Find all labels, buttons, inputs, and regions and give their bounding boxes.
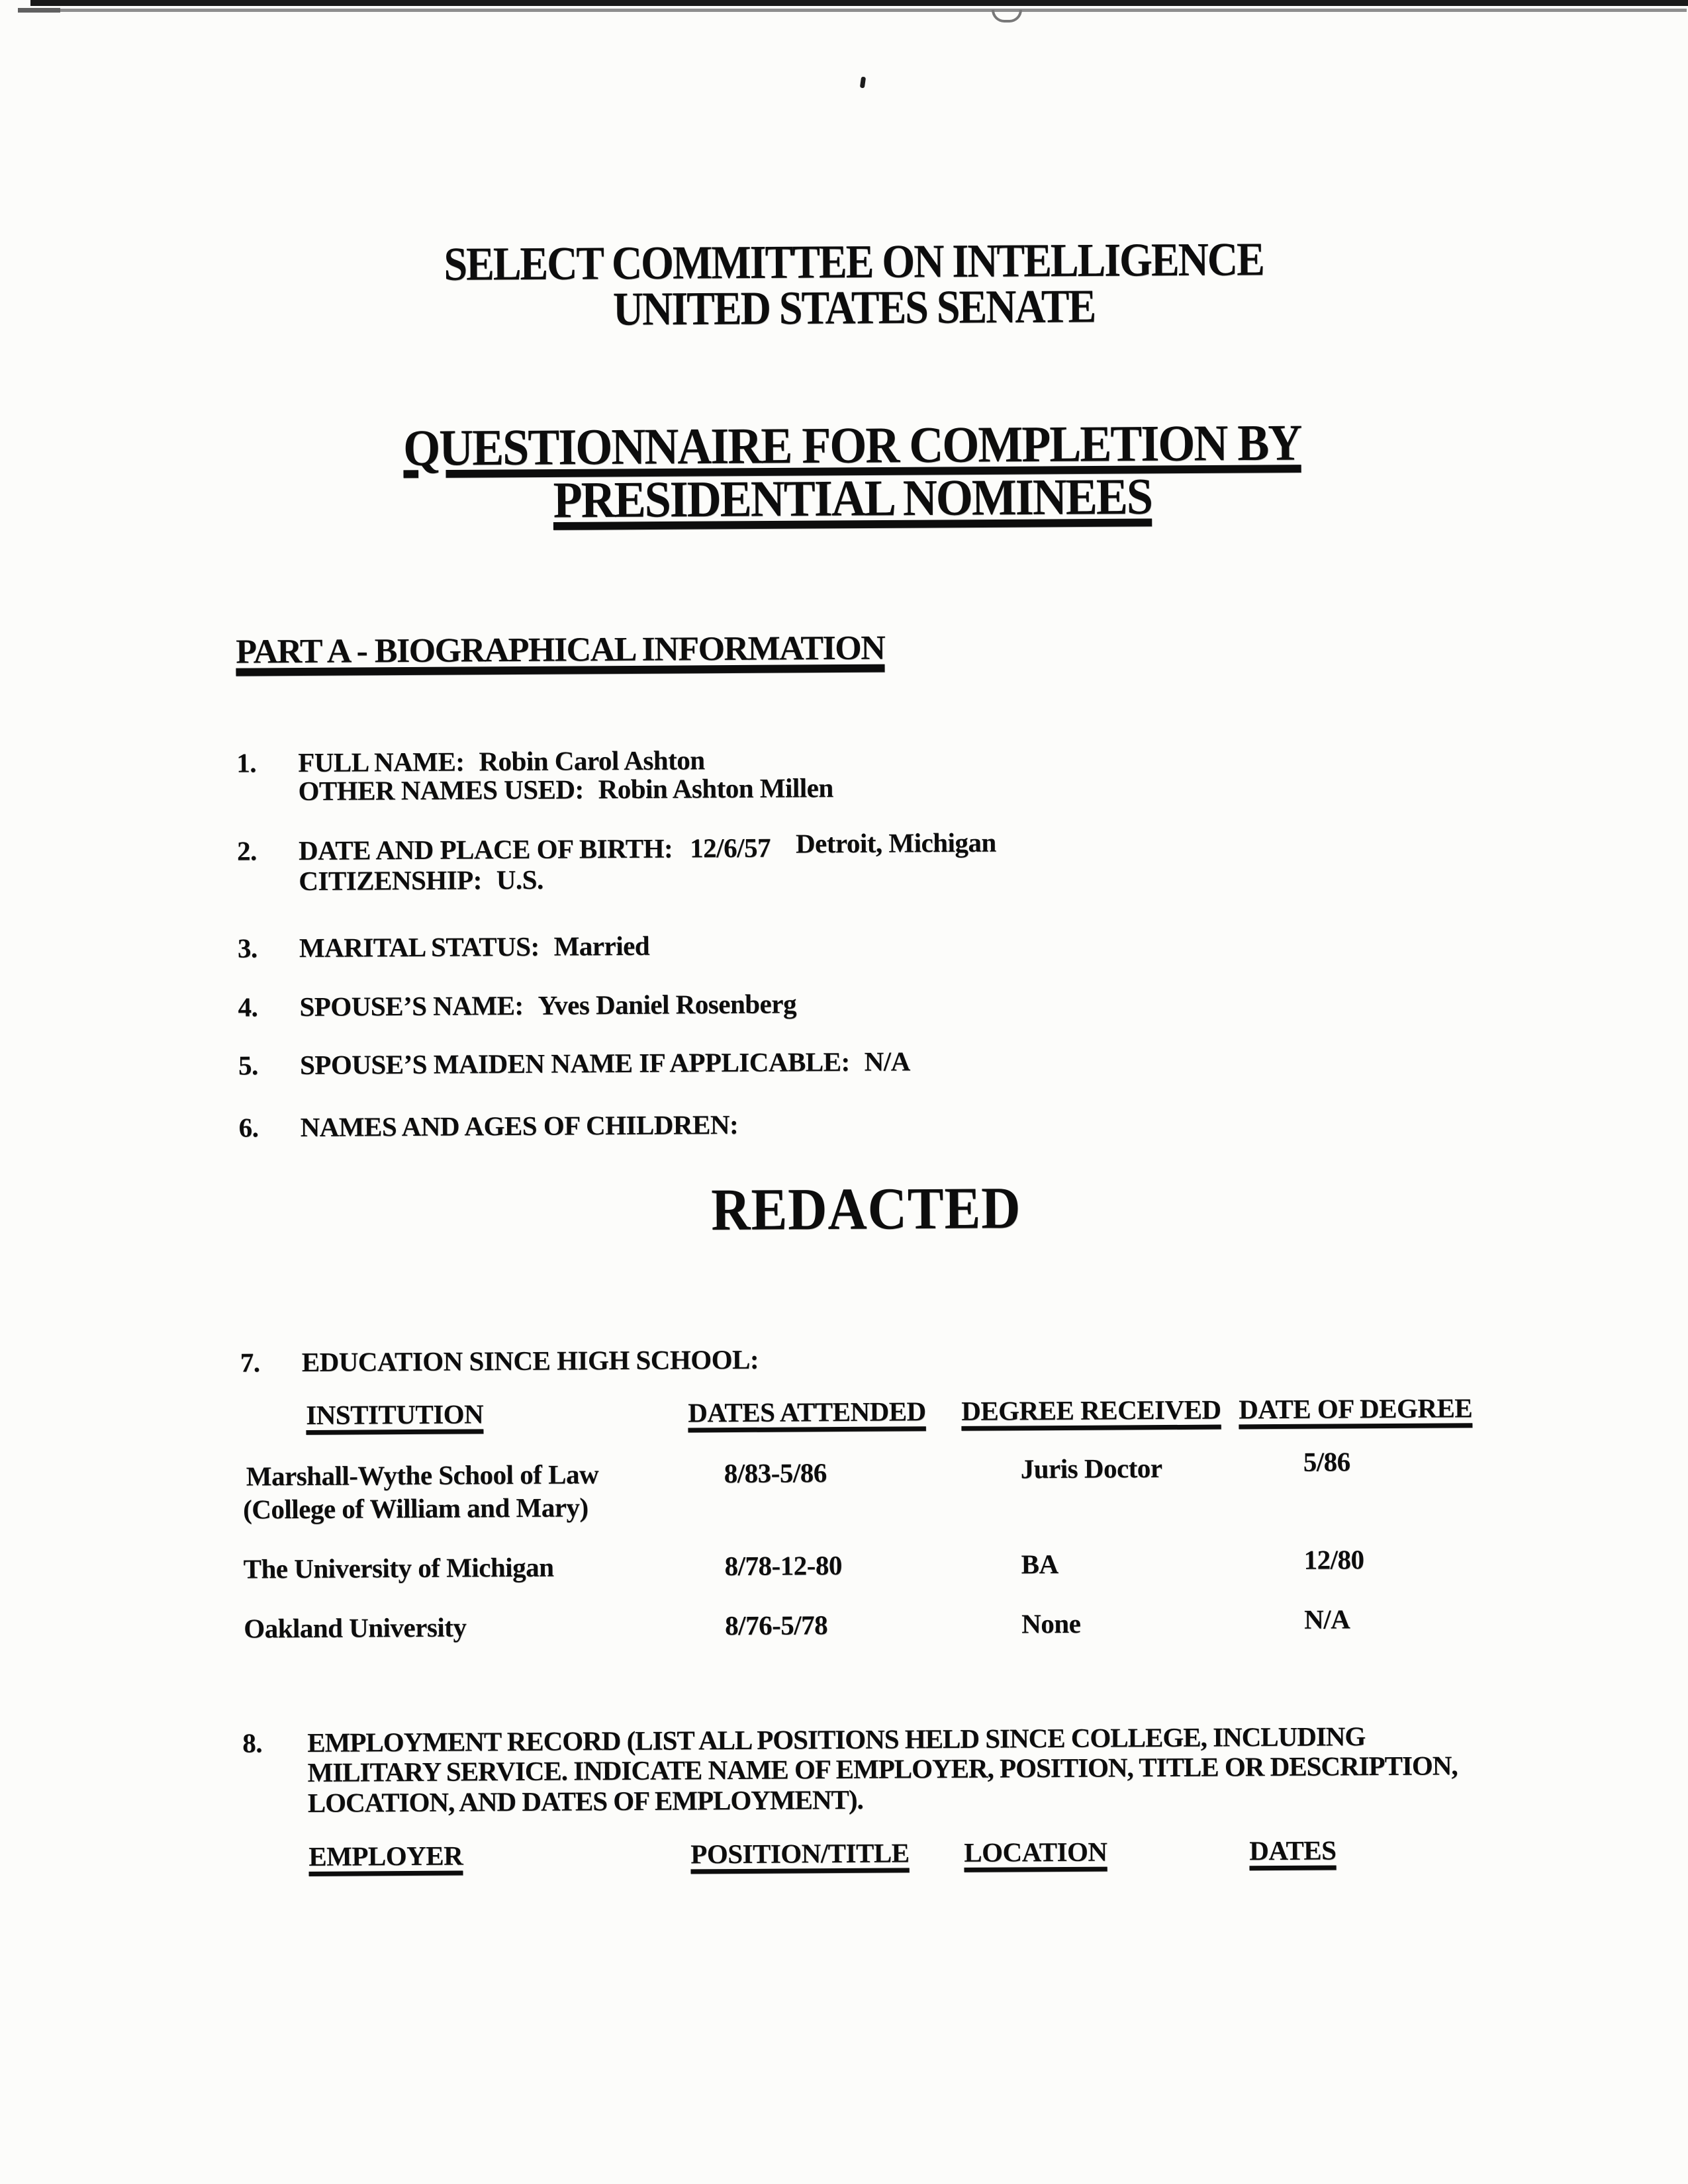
document-title-line2-text: PRESIDENTIAL NOMINEES [553, 467, 1152, 529]
document-title-line1 [8, 414, 1688, 476]
question-7-label: EDUCATION SINCE HIGH SCHOOL: [301, 1343, 759, 1378]
question-3-number: 3. [237, 933, 258, 964]
edu-header-institution-text: INSTITUTION [306, 1398, 484, 1430]
question-1-line2 [298, 774, 833, 805]
question-2-line1 [298, 827, 996, 866]
question-1-line1 [298, 747, 705, 776]
question-4-label: SPOUSE’S NAME: [299, 989, 524, 1023]
section-heading [236, 631, 884, 670]
edu-row1-degree-received: Juris Doctor [1020, 1453, 1162, 1484]
question-7-number: 7. [240, 1347, 260, 1378]
question-2-label2: CITIZENSHIP: [299, 864, 482, 897]
senate-name: UNITED STATES SENATE [612, 279, 1096, 336]
question-2-birthdate: 12/6/57 [690, 832, 771, 864]
section-heading-text: PART A - BIOGRAPHICAL INFORMATION [236, 629, 885, 671]
edu-row1-date-of-degree: 5/86 [1303, 1446, 1350, 1477]
question-2-birthplace: Detroit, Michigan [795, 827, 996, 859]
question-1-label: FULL NAME: [298, 746, 465, 778]
emp-header-position-title-text: POSITION/TITLE [690, 1837, 910, 1870]
letterhead [9, 234, 1688, 336]
edu-header-institution [306, 1400, 483, 1429]
edu-header-degree-received [961, 1396, 1221, 1425]
emp-header-position-title [690, 1839, 909, 1868]
emp-header-location-text: LOCATION [964, 1836, 1107, 1868]
redacted-stamp: REDACTED [710, 1174, 1021, 1243]
question-1-value2: Robin Ashton Millen [598, 772, 833, 805]
question-8-line2: MILITARY SERVICE. INDICATE NAME OF EMPLOYER, POSITION, TITLE OR DESCRIPTION, [307, 1750, 1458, 1788]
question-8-line3: LOCATION, AND DATES OF EMPLOYMENT). [307, 1784, 863, 1818]
question-5-value: N/A [864, 1046, 910, 1077]
question-1-label2: OTHER NAMES USED: [298, 774, 584, 807]
edu-header-degree-received-text: DEGREE RECEIVED [961, 1394, 1221, 1426]
question-3-value: Married [553, 930, 650, 962]
edu-row2-dates-attended: 8/78-12-80 [724, 1550, 843, 1582]
edu-header-date-of-degree [1239, 1394, 1472, 1423]
document-title-line1-text: QUESTIONNAIRE FOR COMPLETION BY [402, 414, 1301, 477]
emp-header-dates-text: DATES [1249, 1835, 1336, 1866]
question-1-number: 1. [236, 747, 257, 778]
question-3-line [299, 930, 650, 964]
emp-header-dates [1249, 1837, 1336, 1864]
question-4-line [299, 990, 796, 1021]
edu-row3-institution-line1: Oakland University [244, 1612, 467, 1644]
question-4-value: Yves Daniel Rosenberg [538, 988, 797, 1021]
edu-header-dates-attended [688, 1398, 926, 1426]
question-3-label: MARITAL STATUS: [299, 931, 539, 964]
question-8-line1: EMPLOYMENT RECORD (LIST ALL POSITIONS HELD SINCE COLLEGE, INCLUDING [307, 1721, 1366, 1758]
question-4-number: 4. [238, 991, 258, 1023]
edu-row3-dates-attended: 8/76-5/78 [725, 1610, 828, 1641]
edu-header-date-of-degree-text: DATE OF DEGREE [1239, 1392, 1473, 1425]
edu-row1-institution-line2: (College of William and Mary) [242, 1492, 588, 1525]
question-2-number: 2. [236, 835, 257, 866]
question-1-value: Robin Carol Ashton [479, 745, 705, 777]
edu-row3-date-of-degree: N/A [1304, 1604, 1350, 1635]
emp-header-employer-text: EMPLOYER [308, 1840, 463, 1872]
edu-header-dates-attended-text: DATES ATTENDED [688, 1396, 926, 1428]
emp-header-employer [308, 1840, 463, 1872]
committee-name: SELECT COMMITTEE ON INTELLIGENCE [444, 232, 1264, 291]
question-2-line2 [299, 866, 543, 895]
edu-row1-dates-attended: 8/83-5/86 [724, 1457, 827, 1489]
question-8-number: 8. [242, 1727, 263, 1758]
edu-row2-institution-line1: The University of Michigan [243, 1551, 554, 1584]
question-2-label: DATE AND PLACE OF BIRTH: [298, 833, 673, 866]
edu-row1-institution-line1: Marshall-Wythe School of Law [246, 1459, 599, 1492]
question-6-number: 6. [238, 1112, 259, 1143]
emp-header-location [964, 1836, 1107, 1868]
edu-row2-date-of-degree: 12/80 [1303, 1544, 1364, 1575]
question-5-line [300, 1048, 910, 1079]
question-5-label: SPOUSE’S MAIDEN NAME IF APPLICABLE: [299, 1046, 850, 1081]
question-2-citizenship: U.S. [496, 864, 543, 895]
question-5-number: 5. [238, 1050, 258, 1081]
document-title-line2 [9, 467, 1688, 529]
edu-row2-degree-received: BA [1021, 1549, 1058, 1580]
question-6-label: NAMES AND AGES OF CHILDREN: [300, 1109, 739, 1143]
edu-row3-degree-received: None [1021, 1608, 1081, 1639]
